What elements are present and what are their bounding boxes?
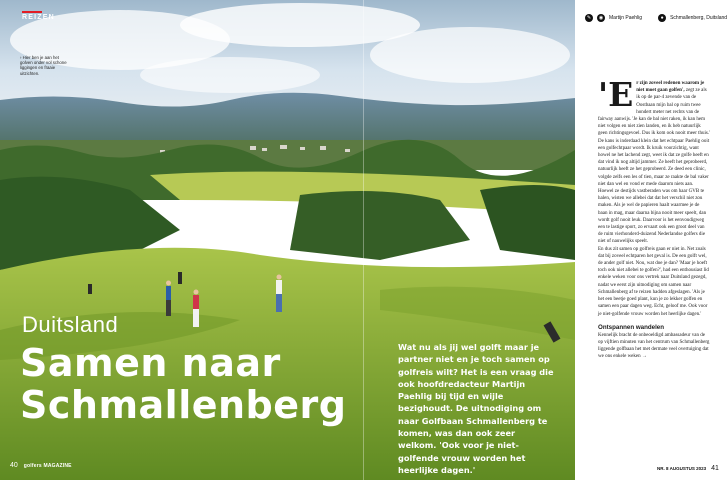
headline-country: Duitsland bbox=[22, 312, 119, 337]
article-lead: r zijn zoveel redenen waarom je niet moet gaan golfen', bbox=[636, 81, 705, 94]
byline bbox=[585, 14, 727, 22]
location-pin-icon: ● bbox=[658, 14, 666, 22]
author-name: Martijn Paehlig bbox=[609, 15, 643, 21]
article-body bbox=[598, 75, 710, 361]
forest-right bbox=[480, 185, 575, 260]
page-number-left: 40 bbox=[10, 462, 18, 469]
article-paragraph-3: Kennelijk bracht de onbeoeldigd ambassadeur van de op vijftien minuten van het centrum van Schmallenberg liggende golfbaan het met dermate veel overtuiging dat we ons enkele weken → bbox=[598, 332, 710, 360]
article-paragraph-2: En dus zit samen op golfreis gaan er niet in. Net zoals dat bij zoveel echtparen het geval is. De een golft wel, de ander golf niet. Nou, wat doe je dan? 'Maar je hoeft toch ook niet allebei te golfen?', had een enthousiast lid enkele weken voor ons vertrek naar Duitsland gezegd, nadat we eerst zijn uitnodiging om samen naar Schmallenberg af te reizen hadden afgeslagen. 'Als je het een beetje goed plant, kun je zo lekker golfen en samen een paar dagen weg. Echt, geloof me. Ook voor je niet-golfende vrouw worden het heerlijke dagen.' bbox=[598, 246, 709, 317]
section-accent-bar bbox=[22, 11, 42, 13]
camera-icon: ◉ bbox=[598, 15, 604, 21]
drop-cap: 'E bbox=[598, 75, 634, 114]
footer-right bbox=[657, 465, 719, 472]
intro-paragraph: Wat nu als jij wel golft maar je partner niet en je toch samen op golfreis wilt? Het is een vraag die ook hoofdredacteur Martijn Paehlig bij tijd en wijle bezighoudt. De uitnodiging om naar Golfbaan Schmallenberg te komen, was dan ook zeer welkom. 'Ook voor je niet-golfende vrouw worden het heerlijke dagen.' bbox=[398, 342, 554, 475]
issue-label: NR. 8 AUGUSTUS 2023 bbox=[657, 466, 707, 471]
magazine-name: golfers MAGAZINE bbox=[23, 463, 72, 469]
cloud bbox=[180, 3, 420, 47]
footer-left bbox=[10, 462, 72, 469]
cloud bbox=[370, 27, 570, 83]
section-label: REIZEN bbox=[22, 14, 55, 21]
photo-caption: › Hier ben je aan het golven onder vol schone liggingen en fraaie uitzichten. bbox=[20, 55, 67, 76]
location-name: Schmallenberg, Duitsland bbox=[670, 15, 728, 21]
headline-title: Samen naar Schmallenberg bbox=[20, 341, 347, 427]
page-number-right: 41 bbox=[711, 465, 719, 472]
cloud bbox=[140, 57, 320, 93]
article-subhead: Ontspannen wandelen bbox=[598, 323, 665, 331]
pen-icon: ✎ bbox=[586, 15, 592, 21]
article-paragraph-1: zegt ze als ik op de par-4 zevende van de Oostbaan mijn bal op ruim twee hondert meter net rechts van de fairway aanwijs. 'Je kan de bal niet raken, ik kan hem niet volgen en niet zien landen, en ik heb natuurlijk geen richtingsgevoel. Dus ik kom ook nooit meer thuis.' De kans is inderdaad klein dat het echtpaar Paehlig ooit een golfechtpaar wordt. Ik kruik voorzichtig, want howel ne het lachend zegt, weet ik dat ze golfe heeft en dat vind ik nog altijd jammer. Ze heeft het geprobeerd, natuurlijk heeft ze het geprobeerd. Ze deed een clinic, volgde zelfs een les of tien, maar ze raakte de bal vaker niet dan wel en vond er mede daarom niets aan. Hoewel ze destijds vastberaden was om haar GVB te halen, wisten we allebei dat dat het verschil niet zou maken. Als je wel de papieren haalt waarmee je de baan in mag, maar daarna bijna nooit meer speelt, dan wordt golf nooit leuk. Daarvoor is het eenvoudigweg een te lastige sport, zo ervaart ook een groot deel van de ruim vierhonderd-duizend Nederlandse golfers die niet of nauwelijks speelt. bbox=[598, 88, 710, 245]
